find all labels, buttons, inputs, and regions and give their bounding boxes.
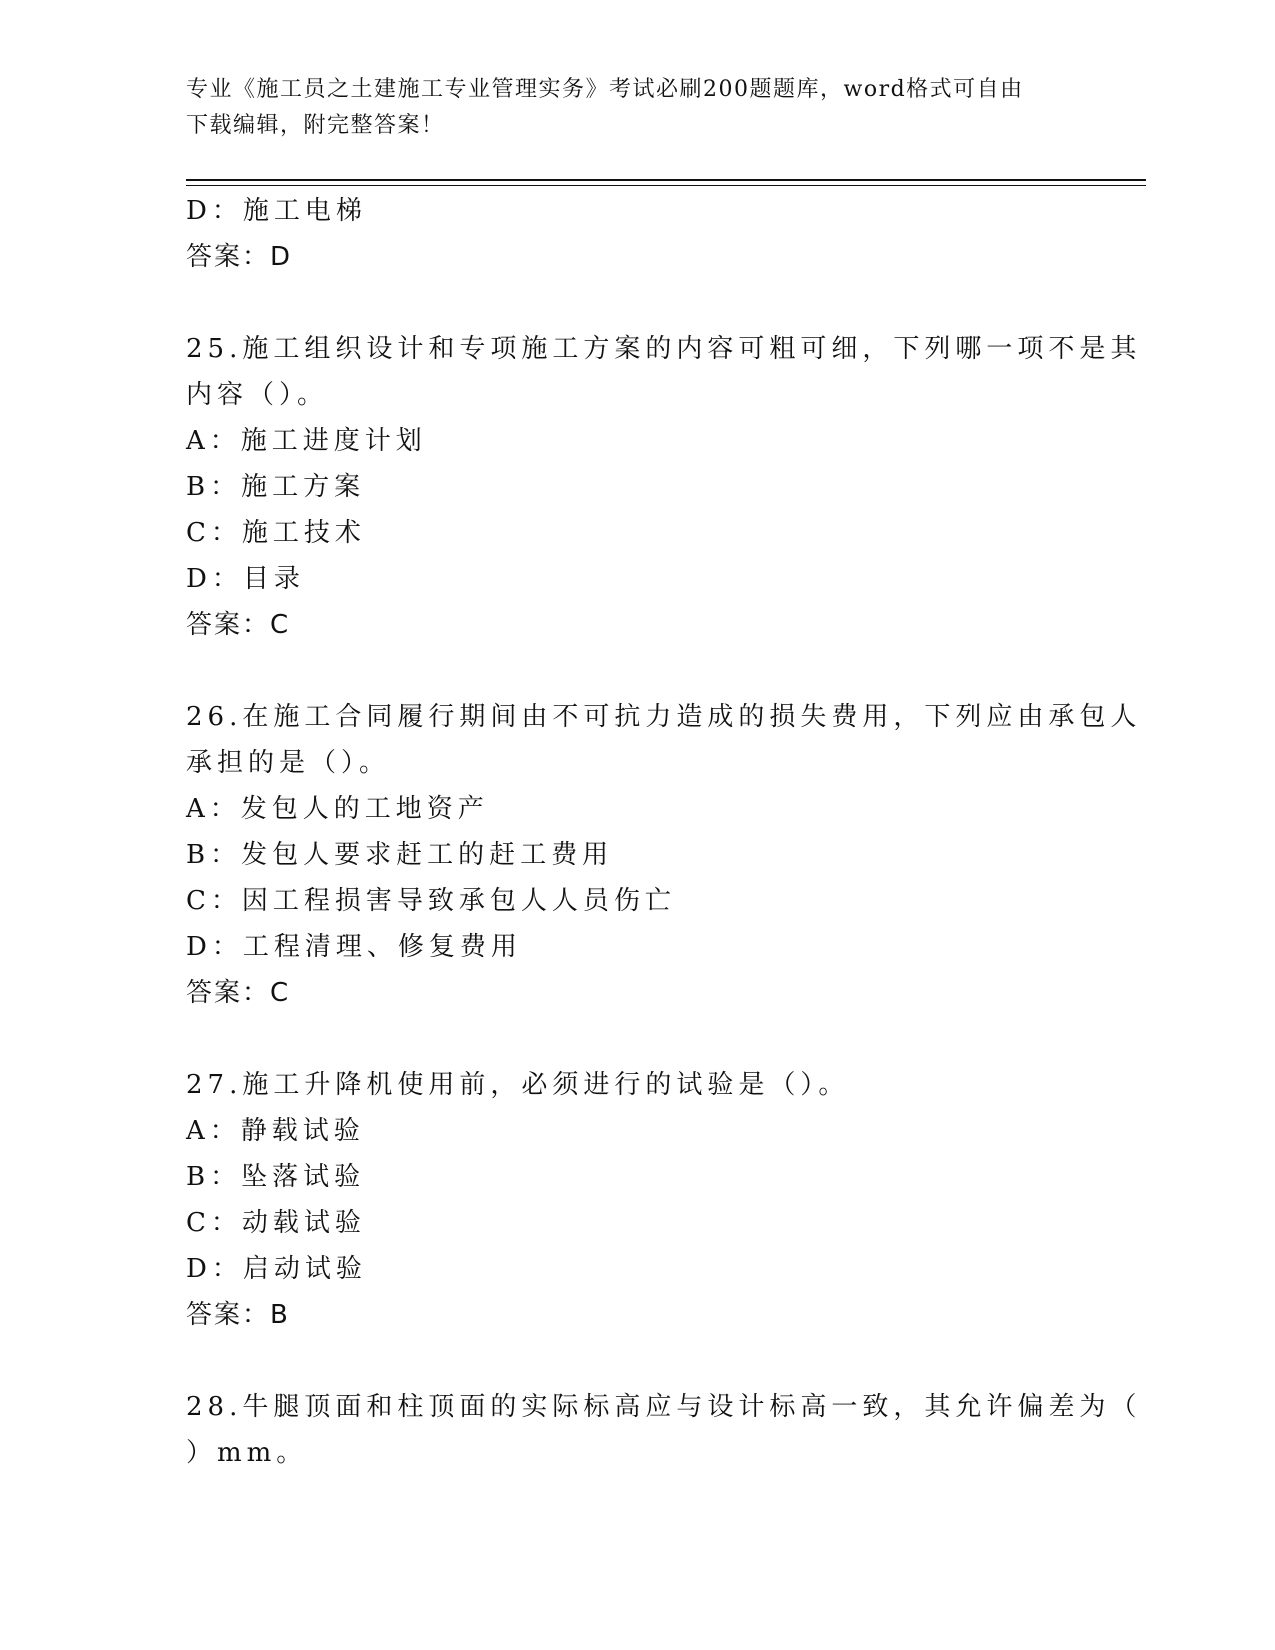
- answer: 答案：C: [186, 978, 291, 1008]
- question-26: [186, 694, 1142, 1016]
- answer: 答案：B: [186, 1300, 290, 1330]
- question-text: 25.施工组织设计和专项施工方案的内容可粗可细，下列哪一项不是其: [186, 334, 1142, 364]
- option-b: B：坠落试验: [186, 1162, 366, 1192]
- option-c: C：施工技术: [186, 518, 366, 548]
- header-title-line1: 专业《施工员之土建施工专业管理实务》考试必刷200题题库，word格式可自由: [186, 77, 1024, 102]
- question-text-cont: 承担的是（）。: [186, 748, 391, 778]
- question-text-cont: ）mm。: [186, 1438, 308, 1468]
- question-text-cont: 内容（）。: [186, 380, 329, 410]
- header-title-line2: 下载编辑，附完整答案！: [186, 113, 445, 138]
- option-c: C：动载试验: [186, 1208, 366, 1238]
- option-a: A：静载试验: [186, 1116, 365, 1146]
- question-25: [186, 326, 1142, 648]
- answer: 答案：C: [186, 610, 291, 640]
- option-d: D：启动试验: [186, 1254, 367, 1284]
- spacer: [186, 1338, 1086, 1384]
- spacer: [186, 1016, 1086, 1062]
- option-d: D：工程清理、修复费用: [186, 932, 522, 962]
- option-a: A：发包人的工地资产: [186, 794, 489, 824]
- header-divider-thick: [186, 179, 1146, 181]
- header-divider-thin: [186, 185, 1146, 186]
- prev-question-option-d: D：施工电梯: [186, 196, 367, 226]
- spacer: [186, 280, 1086, 326]
- question-28: [186, 1384, 1142, 1476]
- option-a: A：施工进度计划: [186, 426, 427, 456]
- option-b: B：施工方案: [186, 472, 366, 502]
- prev-question-answer: 答案：D: [186, 242, 293, 272]
- question-27: [186, 1062, 1086, 1338]
- document-header: [186, 72, 1086, 144]
- option-d: D：目录: [186, 564, 305, 594]
- question-text: 27.施工升降机使用前，必须进行的试验是（）。: [186, 1070, 850, 1100]
- spacer: [186, 648, 1086, 694]
- option-b: B：发包人要求赶工的赶工费用: [186, 840, 614, 870]
- question-text: 28.牛腿顶面和柱顶面的实际标高应与设计标高一致，其允许偏差为（: [186, 1392, 1142, 1422]
- question-text: 26.在施工合同履行期间由不可抗力造成的损失费用，下列应由承包人: [186, 702, 1142, 732]
- question-content: [186, 188, 1142, 1476]
- option-c: C：因工程损害导致承包人人员伤亡: [186, 886, 676, 916]
